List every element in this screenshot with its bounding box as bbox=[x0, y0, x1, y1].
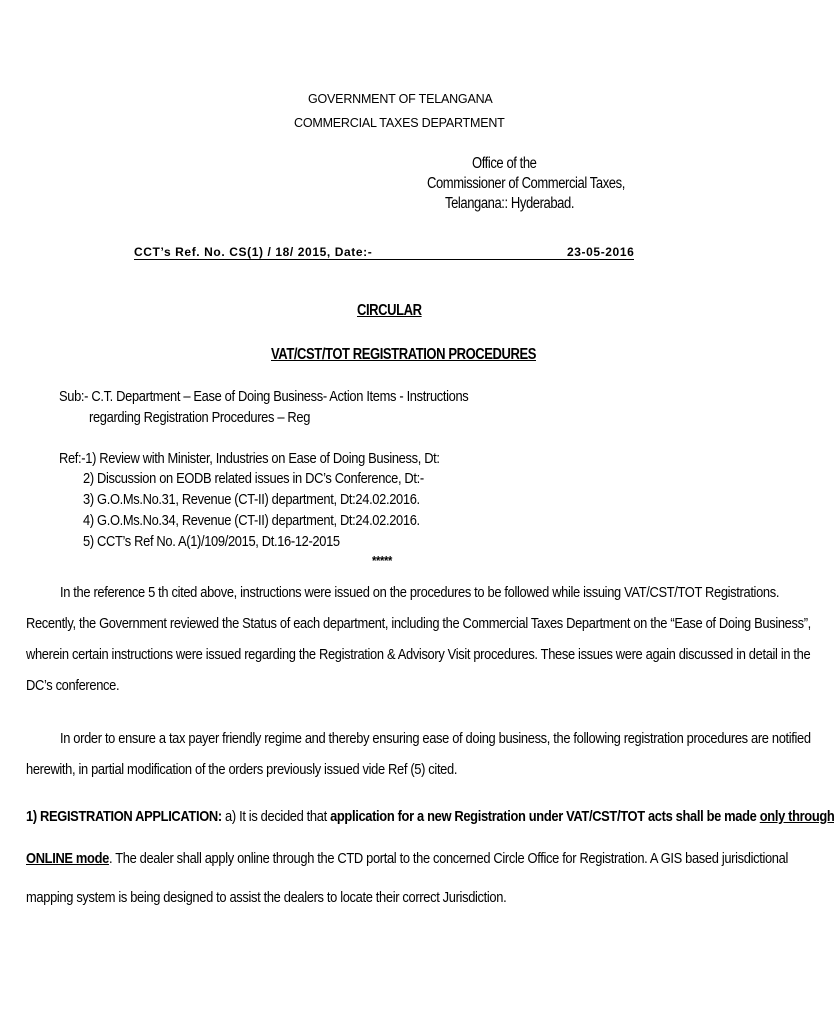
reference-underline bbox=[134, 259, 634, 260]
paragraph-2-line: In order to ensure a tax payer friendly regime and thereby ensuring ease of doing business, the following registration procedures are notified bbox=[60, 730, 811, 747]
section-1-text-a: a) It is decided that bbox=[221, 808, 331, 825]
reference-number: CCT’s Ref. No. CS(1) / 18/ 2015, Date:- bbox=[134, 245, 373, 259]
reference-item: 3) G.O.Ms.No.31, Revenue (CT-II) department, Dt:24.02.2016. bbox=[83, 491, 420, 508]
reference-date: 23-05-2016 bbox=[567, 245, 635, 259]
office-line-1: Office of the bbox=[472, 155, 537, 172]
section-1-bold-text: application for a new Registration under VAT/CST/TOT acts shall be made bbox=[330, 808, 760, 825]
reference-item: 2) Discussion on EODB related issues in DC’s Conference, Dt:- bbox=[83, 470, 424, 487]
section-1-line-1 bbox=[26, 808, 834, 825]
subject-title: VAT/CST/TOT REGISTRATION PROCEDURES bbox=[271, 346, 537, 363]
section-1-underline-b: ONLINE mode bbox=[26, 850, 109, 867]
reference-item: 5) CCT’s Ref No. A(1)/109/2015, Dt.16-12-2015 bbox=[83, 533, 340, 550]
circular-title: CIRCULAR bbox=[357, 302, 422, 319]
government-heading: GOVERNMENT OF TELANGANA bbox=[308, 92, 493, 106]
section-1-line-3: mapping system is being designed to assist the dealers to locate their correct Jurisdiction. bbox=[26, 889, 507, 906]
paragraph-1-line: DC’s conference. bbox=[26, 677, 120, 694]
separator-stars: ***** bbox=[372, 553, 393, 568]
section-1-line-2 bbox=[26, 850, 788, 867]
subject-line-2: regarding Registration Procedures – Reg bbox=[89, 409, 311, 426]
reference-item: Ref:-1) Review with Minister, Industries on Ease of Doing Business, Dt: bbox=[59, 450, 440, 467]
department-heading: COMMERCIAL TAXES DEPARTMENT bbox=[294, 116, 505, 130]
office-line-2: Commissioner of Commercial Taxes, bbox=[427, 175, 625, 192]
paragraph-1-line: In the reference 5 th cited above, instructions were issued on the procedures to be followed while issuing VAT/CST/TOT Registrations. bbox=[60, 584, 780, 601]
section-1-underline-a: only through bbox=[759, 808, 834, 825]
paragraph-2-line: herewith, in partial modification of the orders previously issued vide Ref (5) cited. bbox=[26, 761, 458, 778]
paragraph-1-line: wherein certain instructions were issued regarding the Registration & Advisory Visit procedures. These issues were again discussed in detail in the bbox=[26, 646, 811, 663]
subject-line-1: Sub:- C.T. Department – Ease of Doing Business- Action Items - Instructions bbox=[59, 388, 469, 405]
office-line-3: Telangana:: Hyderabad. bbox=[445, 195, 575, 212]
reference-item: 4) G.O.Ms.No.34, Revenue (CT-II) department, Dt:24.02.2016. bbox=[83, 512, 420, 529]
section-1-text-b: . The dealer shall apply online through the CTD portal to the concerned Circle Office for Registration. A GIS based jurisdictional bbox=[108, 850, 788, 867]
paragraph-1-line: Recently, the Government reviewed the Status of each department, including the Commercial Taxes Department on the “Ease of Doing Business”, bbox=[26, 615, 811, 632]
section-1-heading: 1) REGISTRATION APPLICATION: bbox=[26, 808, 222, 825]
